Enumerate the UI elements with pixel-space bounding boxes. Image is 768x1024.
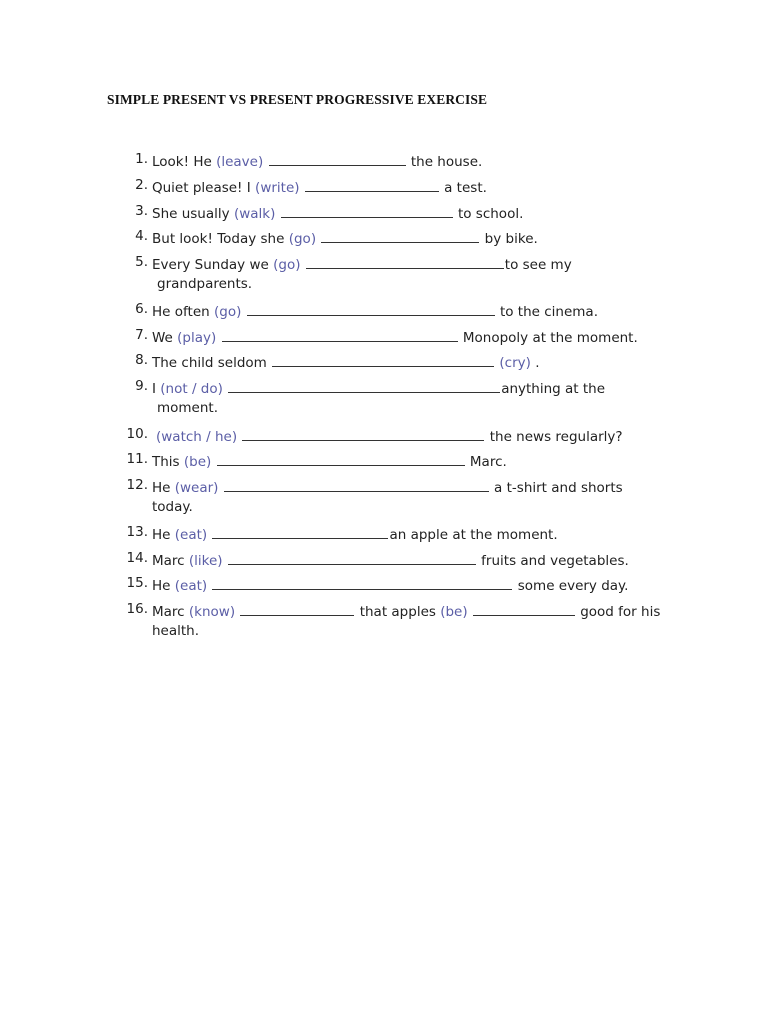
item-number: 7.	[135, 327, 148, 343]
verb-hint: (write)	[255, 180, 300, 196]
answer-blank[interactable]	[269, 152, 406, 166]
item-text: Marc (like) fruits and vegetables.	[152, 553, 629, 569]
item-text: Quiet please! I (write) a test.	[152, 180, 487, 196]
item-number: 16.	[126, 601, 148, 617]
answer-blank[interactable]	[247, 302, 495, 316]
verb-hint: (leave)	[216, 154, 264, 170]
item-number: 9.	[135, 378, 148, 394]
item-text: Every Sunday we (go) to see my	[152, 257, 572, 273]
answer-blank[interactable]	[321, 229, 479, 243]
item-text: Marc (know) that apples (be) good for his	[152, 604, 661, 620]
item-text: He (wear) a t-shirt and shorts	[152, 480, 623, 496]
item-continuation: moment.	[157, 400, 219, 416]
verb-hint: (not / do)	[160, 381, 223, 397]
answer-blank[interactable]	[306, 255, 504, 269]
answer-blank[interactable]	[212, 576, 512, 590]
item-number: 4.	[135, 228, 148, 244]
item-number: 3.	[135, 203, 148, 219]
verb-hint: (wear)	[174, 480, 219, 496]
answer-blank[interactable]	[281, 204, 453, 218]
verb-hint: (cry)	[499, 355, 531, 371]
item-number: 8.	[135, 352, 148, 368]
item-number: 14.	[126, 550, 148, 566]
item-continuation: health.	[152, 623, 200, 639]
item-number: 13.	[126, 524, 148, 540]
page-title: SIMPLE PRESENT VS PRESENT PROGRESSIVE EXERCISE	[107, 92, 488, 107]
verb-hint: (go)	[288, 231, 317, 247]
verb-hint: (eat)	[174, 527, 208, 543]
item-text: We (play) Monopoly at the moment.	[152, 330, 638, 346]
answer-blank[interactable]	[228, 551, 476, 565]
verb-hint: (eat)	[174, 578, 208, 594]
verb-hint: (know)	[188, 604, 236, 620]
item-text: Look! He (leave) the house.	[152, 154, 483, 170]
item-number: 6.	[135, 301, 148, 317]
item-text: He often (go) to the cinema.	[152, 304, 598, 320]
answer-blank[interactable]	[242, 427, 484, 441]
answer-blank[interactable]	[217, 452, 465, 466]
verb-hint: (go)	[273, 257, 301, 273]
item-number: 2.	[135, 177, 148, 193]
item-continuation: today.	[152, 499, 193, 515]
answer-blank[interactable]	[473, 602, 575, 616]
item-number: 5.	[135, 254, 148, 270]
verb-hint: (be)	[440, 604, 468, 620]
answer-blank[interactable]	[305, 178, 439, 192]
item-number: 15.	[126, 575, 148, 591]
answer-blank[interactable]	[222, 328, 458, 342]
verb-hint: (go)	[213, 304, 242, 320]
item-text: But look! Today she (go) by bike.	[152, 231, 538, 247]
item-text: She usually (walk) to school.	[152, 206, 524, 222]
verb-hint: (watch / he)	[156, 429, 238, 445]
answer-blank[interactable]	[240, 602, 354, 616]
verb-hint: (walk)	[233, 206, 276, 222]
answer-blank[interactable]	[228, 379, 500, 393]
answer-blank[interactable]	[212, 525, 388, 539]
item-text: (watch / he) the news regularly?	[156, 429, 623, 445]
item-text: He (eat) some every day.	[152, 578, 629, 594]
item-text: I (not / do) anything at the	[152, 381, 606, 397]
answer-blank[interactable]	[272, 353, 494, 367]
item-number: 1.	[135, 151, 148, 167]
item-number: 10.	[126, 426, 148, 442]
item-text: He (eat) an apple at the moment.	[152, 527, 558, 543]
verb-hint: (like)	[188, 553, 223, 569]
item-text: The child seldom (cry) .	[152, 355, 540, 371]
item-continuation: grandparents.	[157, 276, 253, 292]
item-text: This (be) Marc.	[152, 454, 507, 470]
verb-hint: (be)	[183, 454, 212, 470]
answer-blank[interactable]	[224, 478, 489, 492]
item-number: 11.	[126, 451, 148, 467]
verb-hint: (play)	[177, 330, 217, 346]
item-number: 12.	[126, 477, 148, 493]
